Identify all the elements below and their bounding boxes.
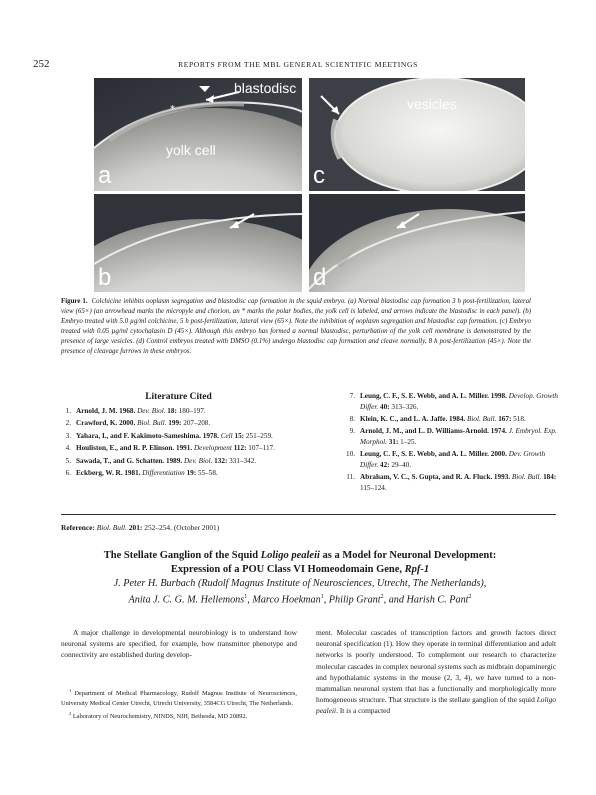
panel-c-label-vesicles: vesicles xyxy=(407,96,457,112)
reference-item: 7. Leung, C. F., S. E. Webb, and A. L. Miller. 1998. Develop. Growth Differ. 40: 313–326. xyxy=(349,392,558,411)
embryo-micrograph-d xyxy=(309,194,525,292)
article-reference-line: Reference: Biol. Bull. 201: 252–254. (October 2001) xyxy=(61,523,220,532)
embryo-micrograph-b xyxy=(94,194,302,292)
footnote-1: $^1$ Department of Medical Pharmacology, Rudolf Magnus Institute of Neurosciences, University Medical Center Utrecht, Utrecht University, 3584CG Utrecht, The Netherlands. xyxy=(61,688,297,707)
reference-item: 10. Leung, C. F., S. E. Webb, and A. L. Miller. 2000. Dev. Growth Differ. 42: 29–40. xyxy=(346,450,546,469)
article-authors: J. Peter H. Burbach (Rudolf Magnus Institute of Neurosciences, Utrecht, The Netherlands), Anita J. C. G. M. Hellemons$^1$, Marco Hoekman$^1$, Philip Grant$^2$, and Harish C. Pant$^2$ xyxy=(113,578,487,605)
reference-item: 4. Houliston, E., and R. P. Elinson. 1991. Development 112: 107–117. xyxy=(65,444,275,453)
running-title: REPORTS FROM THE MBL GENERAL SCIENTIFIC MEETINGS xyxy=(178,60,418,69)
panel-a-label-yolk-cell: yolk cell xyxy=(166,142,216,158)
reference-item: 11. Abraham, V. C., S. Gupta, and R. A. Fluck. 1993. Biol. Bull. 184: 115–124. xyxy=(346,473,557,492)
panel-b-letter: b xyxy=(98,264,112,291)
panel-c-letter: c xyxy=(313,162,325,189)
body-text-right: ment. Molecular cascades of transcription factors and growth factors direct neuronal specification (1). How they operate in terminal differentiation and adult networks is poorly understood. To complement our research to characterize molecular cascades in complex neuronal systems such as midbrain dopaminergic and hypothalamic systems in the mouse (2, 3, 4), we have turned to a non-mammalian neuronal system that has a functionally and morphologically more homogeneous structure. That structure is the stellate ganglion of the squid Loligo pealeii. It is a compacted xyxy=(316,628,556,716)
reference-item: 5. Sawada, T., and G. Schatten. 1989. Dev. Biol. 132: 331–342. xyxy=(65,456,257,465)
figure-caption xyxy=(61,297,531,357)
figure-panel-d xyxy=(309,194,525,292)
figure-caption-text: Colchicine inhibits ooplasm segregation and blastodisc cap formation in the squid embryo. (a) Normal blastodisc cap formation 3 h post-fertilization, lateral view (65×) (an arrowhead marks the micropyle and chorion, an * marks the polar bodies, the yolk cell is labeled, and arrows indicate the blastodisc in each panel). (b) Embryo treated with 5.0 µg/ml colchicine, 5 h post-fertilization, lateral view (65×). Note the inhibition of ooplasm segregation and blastodisc cap formation. (c) Embryo treated with 0.05 µg/ml cytochalasin D (45×). Although this embryo has formed a normal blastodisc, perturbation of the yolk cell membrane is demonstrated by the presence of large vesicles. (d) Control embryos treated with DMSO (0.1%) undergo blastodisc cap formation and cleave normally, 8 h post-fertilization (45×). Note the presence of cleavage furrows in these embryos. xyxy=(61,298,531,355)
svg-text:*: * xyxy=(170,104,175,115)
reference-list-right xyxy=(345,391,559,495)
figure-panel-b xyxy=(94,194,302,292)
panel-a-label-blastodisc: blastodisc xyxy=(234,80,297,96)
reference-list-left xyxy=(61,406,296,480)
reference-item: 2. Crawford, K. 2000. Biol. Bull. 199: 207–208. xyxy=(65,419,211,428)
article-title: The Stellate Ganglion of the Squid Loligo pealeii as a Model for Neuronal Development: Expression of a POU Class VI Homeodomain Gene, Rpf-1 xyxy=(103,550,497,575)
footnote-2: $^2$ Laboratory of Neurochemistry, NINDS, NIH, Bethesda, MD 20892. xyxy=(69,711,248,721)
reference-item: 6. Eckberg, W. R. 1981. Differentiation 19: 55–58. xyxy=(65,468,218,477)
panel-a-letter: a xyxy=(98,162,112,189)
figure-caption-label: Figure 1. xyxy=(61,298,88,305)
page-number: 252 xyxy=(33,58,50,70)
reference-item: 8. Klein, K. C., and L. A. Jaffe. 1984. Biol. Bull. 167: 518. xyxy=(349,414,526,423)
body-text-left: A major challenge in developmental neurobiology is to understand how neuronal systems are specified, for example, how transmitter phenotype and connectivity are established during develop- xyxy=(61,628,297,660)
footnotes xyxy=(61,686,297,723)
section-divider xyxy=(61,514,556,515)
reference-item: 9. Arnold, J. M., and L. D. Williams-Arnold. 1974. J. Embryol. Exp. Morphol. 31: 1–25. xyxy=(349,427,557,446)
panel-d-letter: d xyxy=(313,264,327,291)
figure-panel-a xyxy=(94,78,302,191)
reference-item: 1. Arnold, J. M. 1968. Dev. Biol. 18: 180–197. xyxy=(65,407,206,415)
reference-item: 3. Yahara, I., and F. Kakimoto-Sameshima. 1978. Cell 15: 251–259. xyxy=(65,431,273,440)
embryo-micrograph-c xyxy=(309,78,525,191)
literature-heading: Literature Cited xyxy=(145,392,212,402)
figure-panel-c xyxy=(309,78,525,191)
